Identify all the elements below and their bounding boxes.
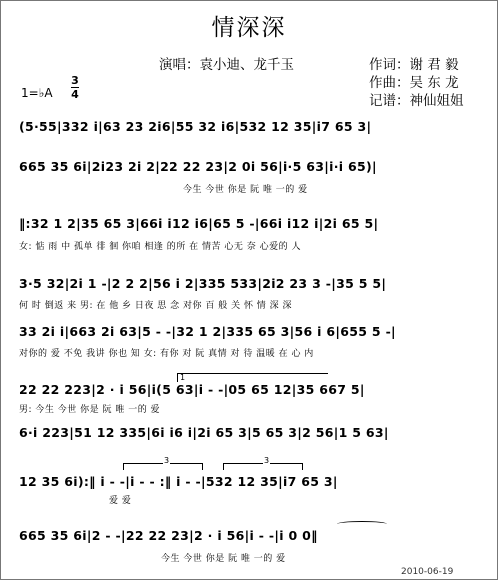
notation-line-8: 12 35 6i):‖ i - -|i - - :‖ i - -|532 12 35|i7 65 3|: [19, 474, 338, 489]
lyric-line-5: 对你的 爱 不免 我讲 你也 知 女: 有你 对 阮 真情 对 待 温暖 在 心 内: [19, 349, 314, 359]
notation-line-6: 22 22 223|2 · i 56|i(5 63|i - -|05 65 12|35 667 5|: [19, 382, 365, 397]
time-signature-top: 3: [71, 74, 79, 87]
triplet-bracket-2: 3: [223, 463, 303, 470]
triplet-bracket-1: 3: [123, 463, 203, 470]
time-signature-bottom: 4: [71, 88, 79, 101]
notation-line-7: 6·i 223|51 12 335|6i i6 i|2i 65 3|5 65 3|2 56|1 5 63|: [19, 425, 389, 440]
notation-line-3: ‖:32 1 2|35 65 3|66i i12 i6|65 5 -|66i i12 i|2i 65 5|: [19, 216, 379, 231]
lyricist-credit: 作词：谢 君 毅: [369, 57, 459, 73]
notation-line-1: (5·55|332 i|63 23 2i6|55 32 i6|532 12 35|i7 65 3|: [19, 119, 372, 134]
notation-line-2: 665 35 6i|2i23 2i 2|22 22 23|2 0i 56|i·5 63|i·i 65)|: [19, 159, 377, 174]
notation-line-9: 665 35 6i|2 - -|22 22 23|2 · i 56|i - -|i 0 0‖: [19, 528, 318, 543]
volta-1: 1: [177, 373, 328, 382]
singers: 演唱：袁小迪、龙千玉: [159, 57, 294, 73]
lyric-line-2: 今生 今世 你是 阮 唯 一的 爱: [183, 185, 308, 195]
lyric-line-8: 爱 爱: [109, 496, 132, 506]
composer-credit: 作曲：吴 东 龙: [369, 75, 459, 91]
transcriber-credit: 记谱：神仙姐姐: [369, 93, 464, 109]
key-signature: 1=♭A: [21, 86, 53, 100]
lyric-line-9: 今生 今世 你是 阮 唯 一的 爱: [161, 554, 286, 564]
transcription-date: 2010-06-19: [401, 567, 454, 577]
song-title: 情深深: [211, 15, 287, 41]
lyric-line-3: 女: 惦 雨 中 孤单 徘 徊 你咱 相逢 的所 在 情苦 心无 奈 心爱的 人: [19, 242, 301, 252]
lyric-line-4: 何 时 倒返 来 男: 在 他 乡 日夜 思 念 对你 百 般 关 怀 情 深 深: [19, 301, 293, 311]
tie-final: [337, 521, 387, 527]
notation-line-5: 33 2i i|663 2i 63|5 - -|32 1 2|335 65 3|56 i 6|655 5 -|: [19, 324, 396, 339]
notation-line-4: 3·5 32|2i 1 -|2 2 2|56 i 2|335 533|2i2 23 3 -|35 5 5|: [19, 276, 387, 291]
time-signature: [71, 75, 79, 100]
lyric-line-6: 男: 今生 今世 你是 阮 唯 一的 爱: [19, 405, 161, 415]
